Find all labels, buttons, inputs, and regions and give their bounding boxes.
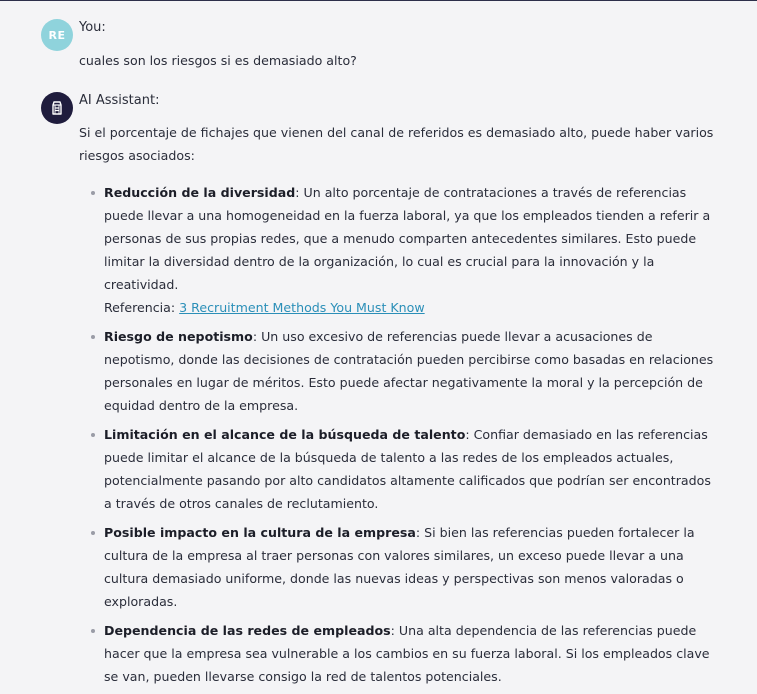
assistant-avatar: [41, 92, 73, 124]
bullet-icon: [91, 191, 95, 195]
user-avatar-initials: RE: [48, 28, 66, 42]
risk-title: Posible impacto en la cultura de la empresa: [104, 525, 416, 540]
risk-text: : Confiar demasiado en las referencias puede limitar el alcance de la búsqueda de talento a las redes de los empleados actuales, potencialmente pasando por alto candidatos altamente calificados que podrían ser encontrados a través de otros canales de reclutamiento.: [104, 427, 711, 511]
risk-title: Dependencia de las redes de empleados: [104, 623, 391, 638]
reference-label: Referencia:: [104, 300, 180, 315]
user-sender-label: You:: [79, 20, 106, 35]
assistant-sender-label: AI Assistant:: [79, 93, 160, 108]
risk-title: Limitación en el alcance de la búsqueda de talento: [104, 427, 466, 442]
risk-text: : Una alta dependencia de las referencias puede hacer que la empresa sea vulnerable a los cambios en su fuerza laboral. Si los empleados clave se van, pueden llevarse consigo la red de talentos potenciales.: [104, 623, 710, 684]
assistant-message-body: [79, 121, 717, 694]
list-item: [104, 181, 717, 319]
user-message: [41, 19, 717, 79]
bullet-icon: [91, 433, 95, 437]
list-item: [104, 619, 717, 688]
list-item: [104, 521, 717, 613]
bullet-icon: [91, 335, 95, 339]
list-item: [104, 423, 717, 515]
risk-text: : Un alto porcentaje de contrataciones a través de referencias puede llevar a una homogeneidad en la fuerza laboral, ya que los empleados tienden a referir a personas de sus propias redes, que a menudo comparten antecedentes similares. Esto puede limitar la diversidad dentro de la organización, lo cual es crucial para la innovación y la creatividad.: [104, 185, 711, 292]
list-item: [104, 325, 717, 417]
assistant-logo-icon: [49, 100, 65, 116]
reference-link[interactable]: 3 Recruitment Methods You Must Know: [179, 300, 425, 315]
risk-title: Reducción de la diversidad: [104, 185, 296, 200]
bullet-icon: [91, 629, 95, 633]
risk-text: : Si bien las referencias pueden fortalecer la cultura de la empresa al traer personas con valores similares, un exceso puede llevar a una cultura demasiado uniforme, donde las nuevas ideas y perspectivas son menos valoradas o exploradas.: [104, 525, 695, 609]
assistant-intro: Si el porcentaje de fichajes que vienen del canal de referidos es demasiado alto, puede haber varios riesgos asociados:: [79, 125, 714, 163]
user-message-text: cuales son los riesgos si es demasiado alto?: [79, 53, 357, 68]
user-avatar: [41, 19, 73, 51]
assistant-message: [41, 92, 717, 684]
risk-list: [79, 181, 717, 688]
risk-text: : Un uso excesivo de referencias puede llevar a acusaciones de nepotismo, donde las decisiones de contratación pueden percibirse como basadas en relaciones personales en lugar de méritos. Esto puede afectar negativamente la moral y la percepción de equidad dentro de la empresa.: [104, 329, 714, 413]
risk-title: Riesgo de nepotismo: [104, 329, 253, 344]
bullet-icon: [91, 531, 95, 535]
